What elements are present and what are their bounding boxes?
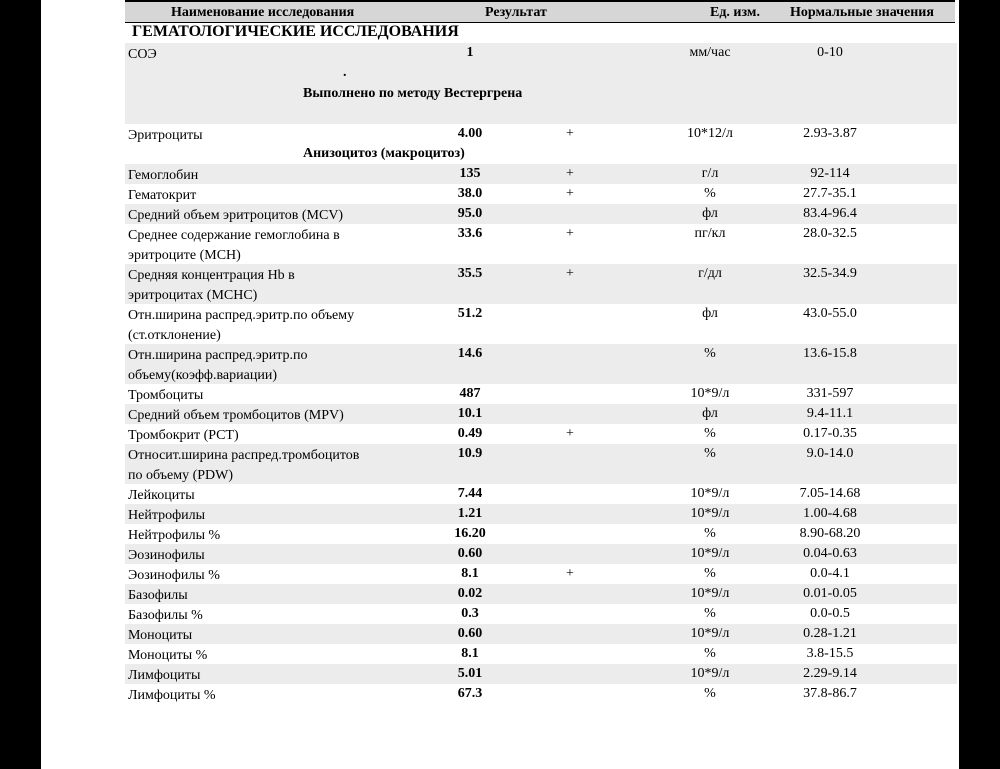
table-row	[125, 484, 957, 504]
test-unit: %	[704, 566, 716, 581]
test-unit: пг/кл	[694, 226, 726, 241]
test-ref: 13.6-15.8	[803, 346, 857, 361]
test-value: 16.20	[454, 526, 486, 541]
test-value: 0.3	[461, 606, 479, 621]
header-name: Наименование исследования	[171, 5, 355, 20]
test-value: 4.00	[457, 126, 483, 141]
test-unit: 10*9/л	[690, 546, 730, 561]
abnormal-flag: +	[566, 166, 574, 181]
test-name: Среднее содержание гемоглобина в эритроците (MCH)	[128, 228, 340, 263]
test-ref: 2.29-9.14	[803, 666, 857, 681]
test-name: Относит.ширина распред.тромбоцитов по объему (PDW)	[128, 448, 360, 483]
test-unit: мм/час	[689, 45, 731, 60]
table-row	[125, 164, 957, 184]
test-value: 487	[459, 386, 481, 401]
test-value: 51.2	[457, 306, 483, 321]
table-row	[125, 224, 957, 264]
test-name: Моноциты	[128, 628, 193, 643]
lab-report-page	[41, 0, 959, 769]
test-ref: 92-114	[810, 166, 850, 181]
test-value: 14.6	[457, 346, 483, 361]
test-ref: 1.00-4.68	[803, 506, 857, 521]
test-ref: 32.5-34.9	[803, 266, 857, 281]
test-ref: 83.4-96.4	[803, 206, 857, 221]
test-ref: 27.7-35.1	[803, 186, 857, 201]
method-dot: .	[343, 65, 347, 80]
table-row	[125, 564, 957, 584]
test-value: 5.01	[457, 666, 483, 681]
test-ref: 9.4-11.1	[806, 406, 854, 421]
test-name: Нейтрофилы %	[128, 528, 221, 543]
test-unit: %	[704, 346, 716, 361]
table-row	[125, 424, 957, 444]
header-result: Результат	[485, 5, 547, 20]
test-value: 10.1	[457, 406, 483, 421]
test-name: Базофилы %	[128, 608, 203, 623]
test-ref: 0-10	[817, 45, 843, 60]
test-value: 8.1	[461, 566, 479, 581]
test-ref: 3.8-15.5	[806, 646, 854, 661]
test-name: Средний объем эритроцитов (MCV)	[128, 208, 344, 223]
abnormal-flag: +	[566, 426, 574, 441]
abnormal-flag: +	[566, 186, 574, 201]
test-name: Эозинофилы	[128, 548, 205, 563]
test-unit: %	[704, 526, 716, 541]
test-unit: 10*9/л	[690, 506, 730, 521]
test-value: 7.44	[457, 486, 483, 501]
test-unit: г/л	[701, 166, 719, 181]
table-row	[125, 544, 957, 564]
test-name: Моноциты %	[128, 648, 208, 663]
test-value: 8.1	[461, 646, 479, 661]
test-value: 0.02	[457, 586, 483, 601]
test-unit: 10*9/л	[690, 626, 730, 641]
test-unit: 10*9/л	[690, 586, 730, 601]
table-row	[125, 524, 957, 544]
test-unit: 10*9/л	[690, 486, 730, 501]
test-name: Нейтрофилы	[128, 508, 206, 523]
test-ref: 7.05-14.68	[799, 486, 861, 501]
table-row	[125, 204, 957, 224]
table-row-rbc	[125, 124, 957, 164]
test-unit: фл	[702, 306, 718, 321]
test-name: Лимфоциты %	[128, 688, 216, 703]
test-value: 0.60	[457, 546, 483, 561]
method-note: Выполнено по методу Вестергрена	[303, 86, 523, 101]
test-name: Лимфоциты	[128, 668, 201, 683]
test-ref: 8.90-68.20	[799, 526, 861, 541]
test-unit: %	[704, 646, 716, 661]
header-unit: Ед. изм.	[710, 5, 760, 20]
test-value: 0.49	[457, 426, 483, 441]
test-ref: 37.8-86.7	[803, 686, 857, 701]
test-name: Гемоглобин	[128, 168, 199, 183]
table-row	[125, 644, 957, 664]
test-ref: 0.0-0.5	[810, 606, 850, 621]
table-row	[125, 604, 957, 624]
rbc-note: Анизоцитоз (макроцитоз)	[303, 146, 465, 161]
test-ref: 28.0-32.5	[803, 226, 857, 241]
test-name: СОЭ	[128, 47, 157, 62]
test-unit: г/дл	[698, 266, 722, 281]
table-row	[125, 264, 957, 304]
section-title: ГЕМАТОЛОГИЧЕСКИЕ ИССЛЕДОВАНИЯ	[132, 23, 459, 40]
test-unit: фл	[702, 206, 718, 221]
table-row	[125, 584, 957, 604]
test-ref: 0.17-0.35	[803, 426, 857, 441]
test-unit: 10*9/л	[690, 386, 730, 401]
test-unit: %	[704, 686, 716, 701]
test-name: Базофилы	[128, 588, 188, 603]
results-table	[125, 43, 957, 704]
table-row-esr	[125, 43, 957, 124]
test-unit: %	[704, 426, 716, 441]
test-unit: фл	[702, 406, 718, 421]
test-ref: 0.04-0.63	[803, 546, 857, 561]
test-ref: 0.0-4.1	[810, 566, 850, 581]
table-row	[125, 504, 957, 524]
test-ref: 9.0-14.0	[806, 446, 854, 461]
abnormal-flag: +	[566, 226, 574, 241]
test-value: 35.5	[457, 266, 483, 281]
test-value: 10.9	[457, 446, 483, 461]
test-name: Средняя концентрация Hb в эритроцитах (MCHC)	[128, 268, 295, 303]
test-name: Тромбоциты	[128, 388, 204, 403]
table-row	[125, 304, 957, 344]
test-ref: 43.0-55.0	[803, 306, 857, 321]
header-ref: Нормальные значения	[790, 5, 934, 20]
table-row	[125, 684, 957, 704]
test-name: Эозинофилы %	[128, 568, 220, 583]
table-row	[125, 344, 957, 384]
test-unit: %	[704, 446, 716, 461]
test-value: 33.6	[457, 226, 483, 241]
test-value: 0.60	[457, 626, 483, 641]
test-name: Отн.ширина распред.эритр.по объему(коэфф.вариации)	[128, 348, 308, 383]
test-name: Гематокрит	[128, 188, 197, 203]
test-value: 135	[459, 166, 481, 181]
table-row	[125, 404, 957, 424]
test-name: Лейкоциты	[128, 488, 195, 503]
test-name: Тромбокрит (PCT)	[128, 428, 239, 443]
table-row	[125, 384, 957, 404]
test-value: 67.3	[457, 686, 483, 701]
test-ref: 2.93-3.87	[803, 126, 857, 141]
test-name: Средний объем тромбоцитов (MPV)	[128, 408, 344, 423]
test-value: 1.21	[457, 506, 483, 521]
test-unit: 10*9/л	[690, 666, 730, 681]
abnormal-flag: +	[566, 266, 574, 281]
test-unit: %	[704, 186, 716, 201]
test-value: 38.0	[457, 186, 483, 201]
table-row	[125, 664, 957, 684]
table-row	[125, 444, 957, 484]
test-unit: %	[704, 606, 716, 621]
table-row	[125, 624, 957, 644]
abnormal-flag: +	[566, 566, 574, 581]
test-value: 1	[466, 45, 474, 60]
test-name: Эритроциты	[128, 128, 203, 143]
test-value: 95.0	[457, 206, 483, 221]
table-row	[125, 184, 957, 204]
table-header	[125, 0, 955, 23]
test-ref: 331-597	[806, 386, 854, 401]
test-ref: 0.28-1.21	[803, 626, 857, 641]
abnormal-flag: +	[566, 126, 574, 141]
test-unit: 10*12/л	[687, 126, 733, 141]
test-ref: 0.01-0.05	[803, 586, 857, 601]
dynamic-rows	[125, 164, 957, 704]
test-name: Отн.ширина распред.эритр.по объему (ст.отклонение)	[128, 308, 355, 343]
